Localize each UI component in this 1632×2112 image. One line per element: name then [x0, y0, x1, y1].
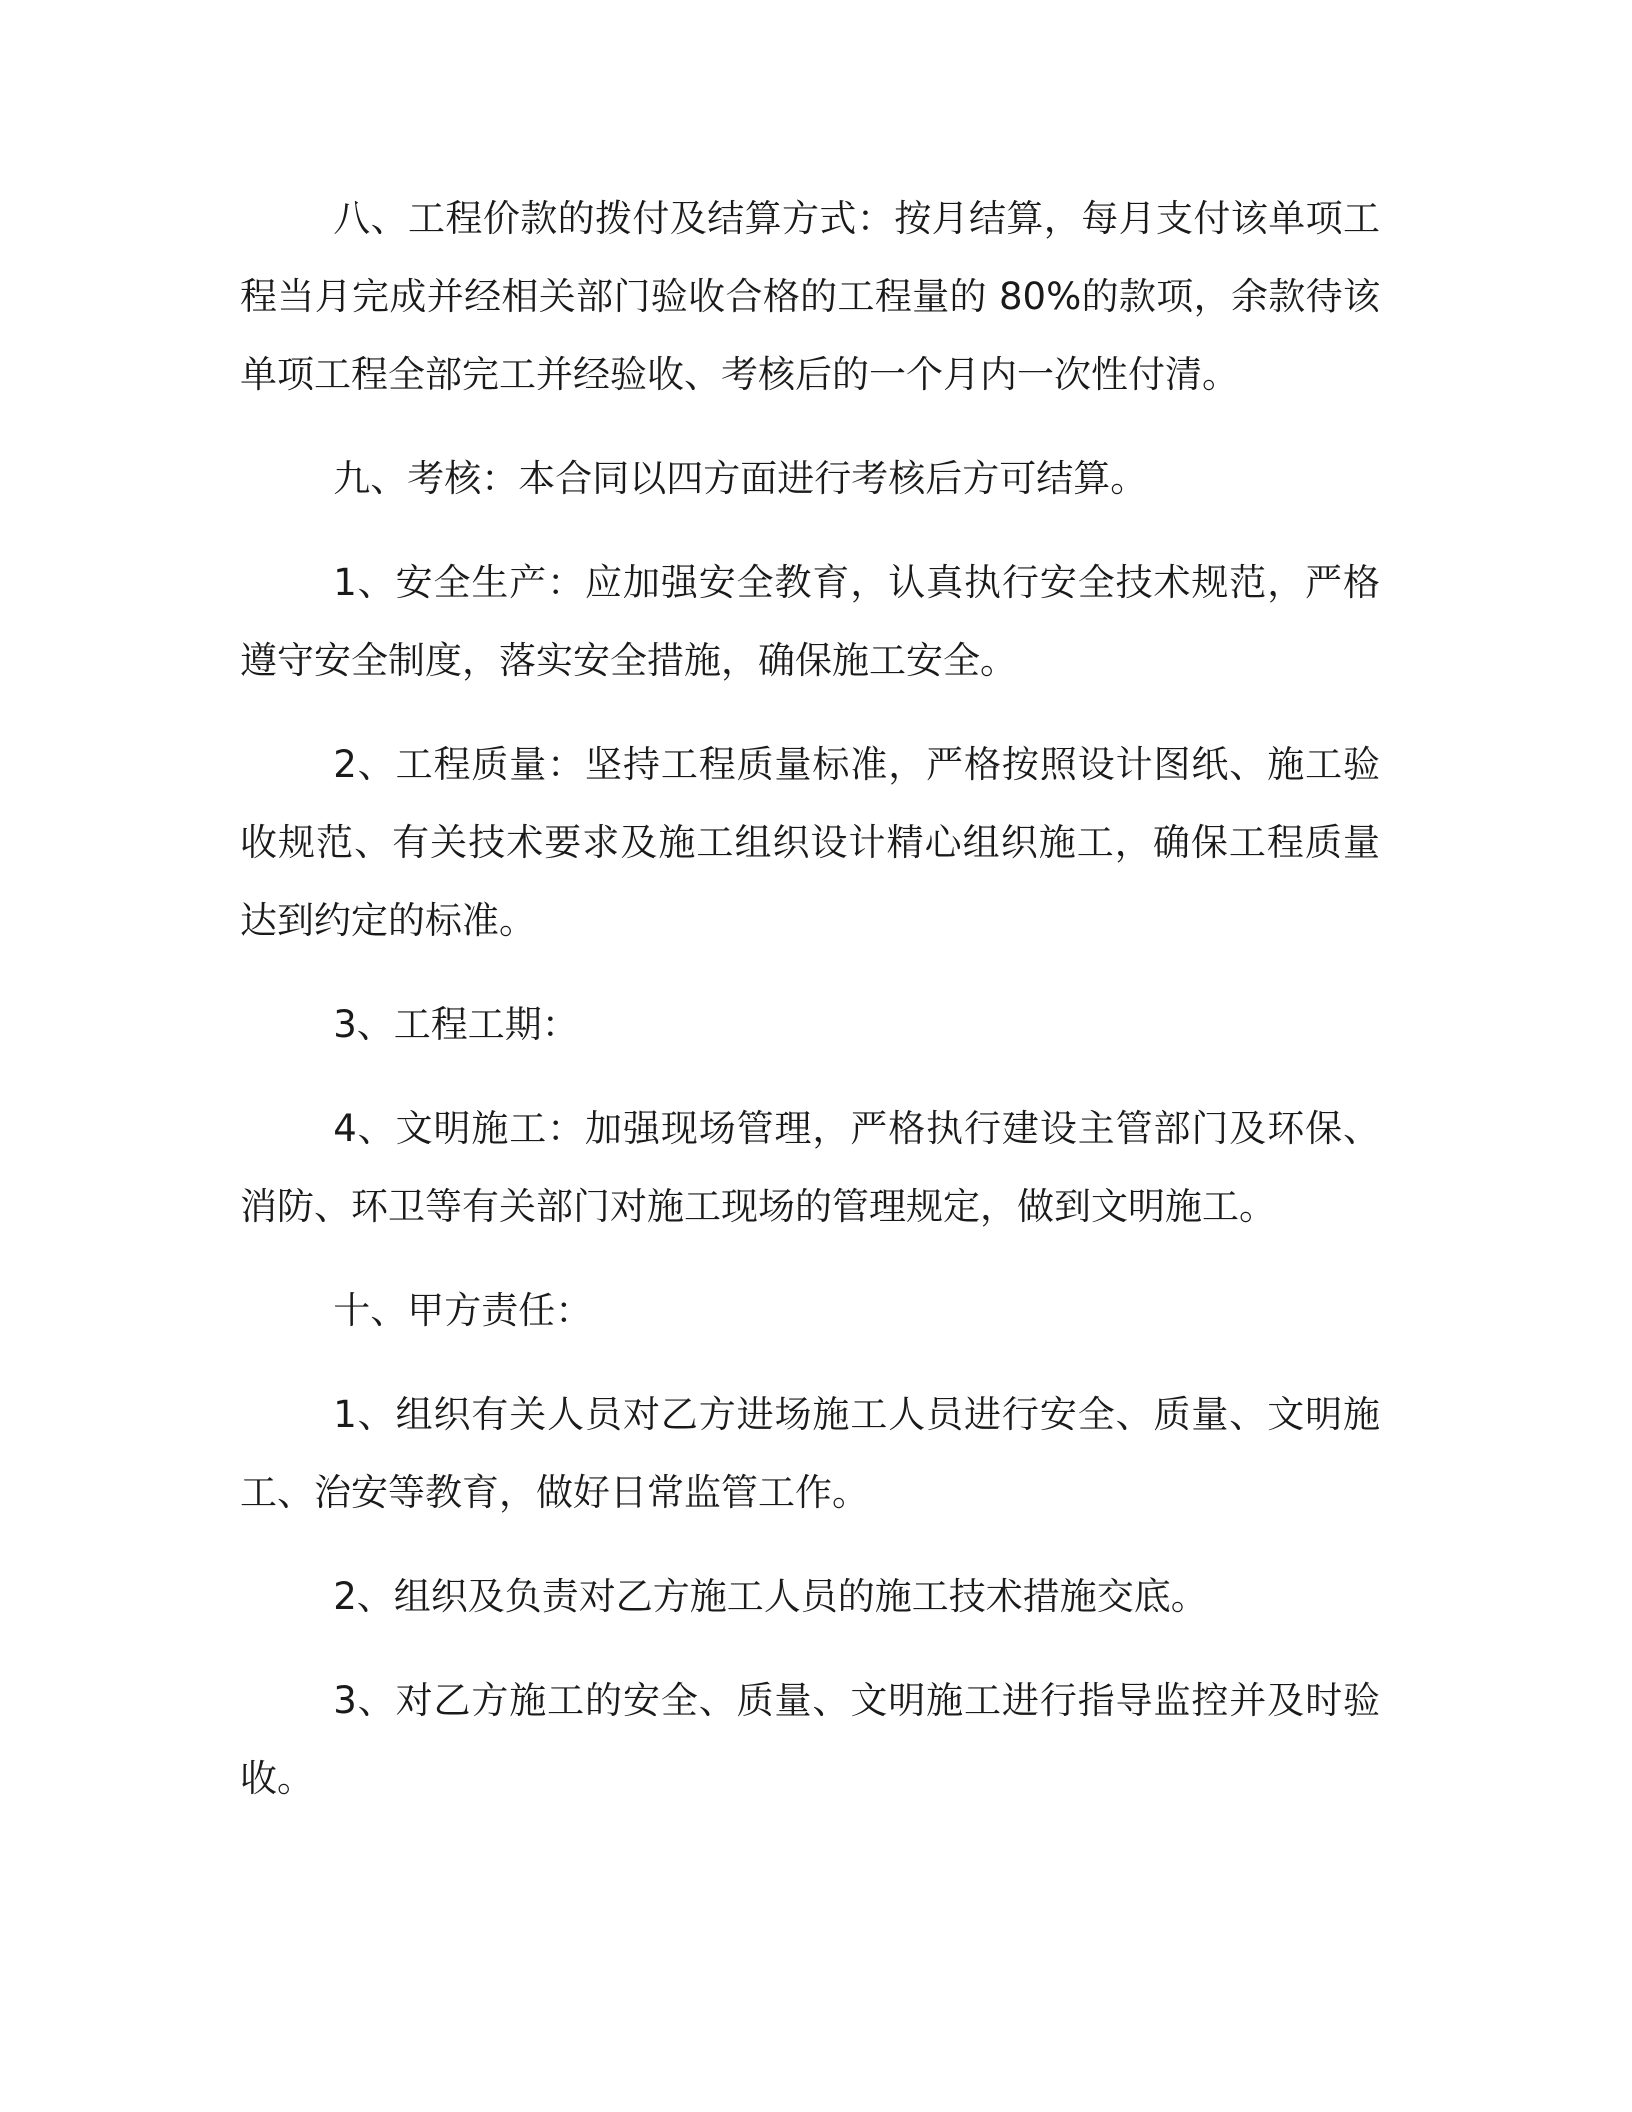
paragraph-engineering-quality: 2、工程质量：坚持工程质量标准，严格按照设计图纸、施工验收规范、有关技术要求及施工组织设计精心组织施工，确保工程质量达到约定的标准。 — [240, 743, 1380, 942]
paragraph-civilized-construction: 4、文明施工：加强现场管理，严格执行建设主管部门及环保、消防、环卫等有关部门对施工现场的管理规定，做到文明施工。 — [240, 1107, 1380, 1228]
paragraph-gap — [240, 518, 1380, 544]
paragraph-assessment-heading: 九、考核：本合同以四方面进行考核后方可结算。 — [333, 457, 1148, 500]
paragraph-gap — [240, 1532, 1380, 1558]
paragraph-party-a-responsibility-heading: 十、甲方责任： — [333, 1289, 593, 1332]
paragraph-party-a-item-3: 3、对乙方施工的安全、质量、文明施工进行指导监控并及时验收。 — [240, 1679, 1380, 1800]
paragraph-party-a-item-1: 1、组织有关人员对乙方进场施工人员进行安全、质量、文明施工、治安等教育，做好日常监管工作。 — [240, 1393, 1380, 1514]
paragraph-safety-production: 1、安全生产：应加强安全教育，认真执行安全技术规范，严格遵守安全制度，落实安全措施，确保施工安全。 — [240, 561, 1380, 682]
paragraph-gap — [240, 960, 1380, 986]
paragraph-payment-settlement: 八、工程价款的拨付及结算方式：按月结算，每月支付该单项工程当月完成并经相关部门验收合格的工程量的 80%的款项，余款待该单项工程全部完工并经验收、考核后的一个月内一次性付清。 — [240, 197, 1380, 396]
paragraph-gap — [240, 1636, 1380, 1662]
paragraph-party-a-item-2: 2、组织及负责对乙方施工人员的施工技术措施交底。 — [333, 1575, 1208, 1618]
paragraph-gap — [240, 700, 1380, 726]
paragraph-construction-period: 3、工程工期： — [333, 1003, 579, 1046]
document-body — [240, 180, 1380, 1818]
paragraph-gap — [240, 1246, 1380, 1272]
paragraph-gap — [240, 414, 1380, 440]
paragraph-gap — [240, 1064, 1380, 1090]
paragraph-gap — [240, 1350, 1380, 1376]
